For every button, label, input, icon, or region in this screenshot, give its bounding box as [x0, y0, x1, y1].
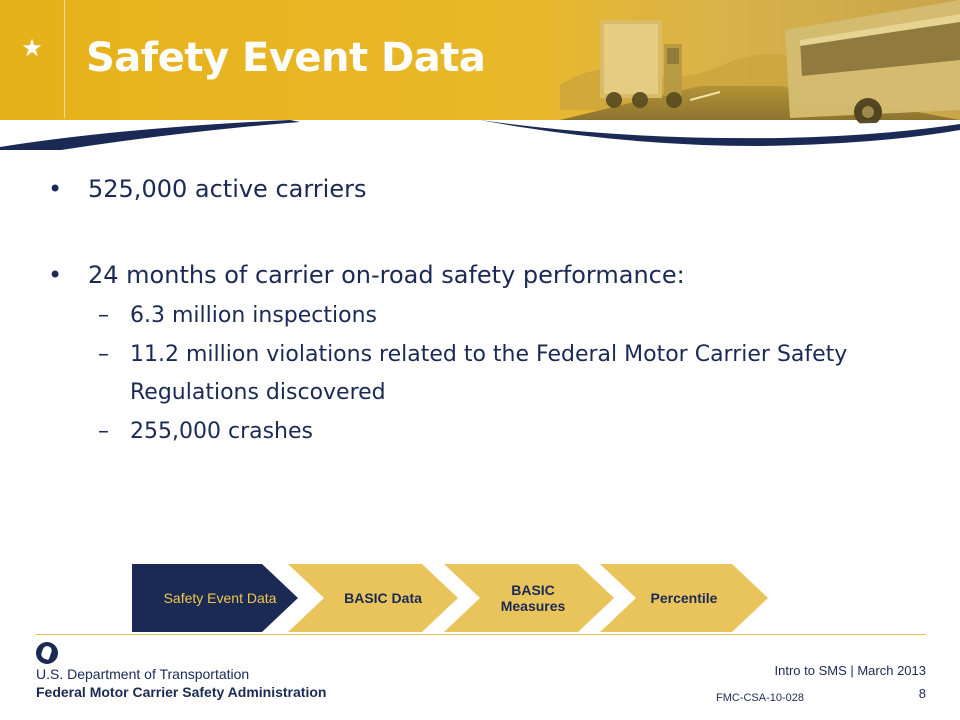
dash-glyph: –	[98, 303, 109, 328]
bullet-item	[48, 172, 928, 206]
bullet-glyph: •	[48, 261, 63, 289]
star-icon: ★	[21, 34, 43, 62]
slide-body	[48, 166, 928, 452]
header-divider	[64, 0, 65, 118]
process-step-4: Percentile	[650, 590, 718, 606]
department-name: U.S. Department of Transportation	[36, 666, 250, 682]
page-number: 8	[918, 686, 926, 701]
footer-divider	[36, 634, 926, 635]
process-flow	[132, 564, 772, 632]
sub-bullet-text: 255,000 crashes	[130, 419, 313, 444]
sub-bullet-text: 11.2 million violations related to the Federal Motor Carrier Safety Regulations discovered	[130, 342, 848, 405]
bullet-item	[48, 258, 928, 292]
dot-logo-icon	[36, 642, 58, 664]
bullet-glyph: •	[48, 175, 63, 203]
bullet-text: 24 months of carrier on-road safety performance:	[88, 261, 685, 289]
process-step-1: Safety Event Data	[163, 590, 277, 606]
sub-bullet-item	[48, 296, 928, 336]
dash-glyph: –	[98, 419, 109, 444]
process-step-2: BASIC Data	[344, 590, 422, 606]
presentation-info: Intro to SMS | March 2013	[774, 663, 926, 678]
document-code: FMC-CSA-10-028	[716, 692, 805, 704]
header-banner	[0, 0, 960, 150]
bullet-text: 525,000 active carriers	[88, 175, 367, 203]
slide-title: Safety Event Data	[86, 35, 486, 81]
sub-bullet-item	[48, 336, 928, 412]
agency-name: Federal Motor Carrier Safety Administration	[36, 684, 327, 700]
sub-bullet-item	[48, 412, 928, 452]
dash-glyph: –	[98, 342, 109, 367]
process-step-3: BASIC Measures	[500, 582, 566, 614]
sub-bullet-text: 6.3 million inspections	[130, 303, 377, 328]
